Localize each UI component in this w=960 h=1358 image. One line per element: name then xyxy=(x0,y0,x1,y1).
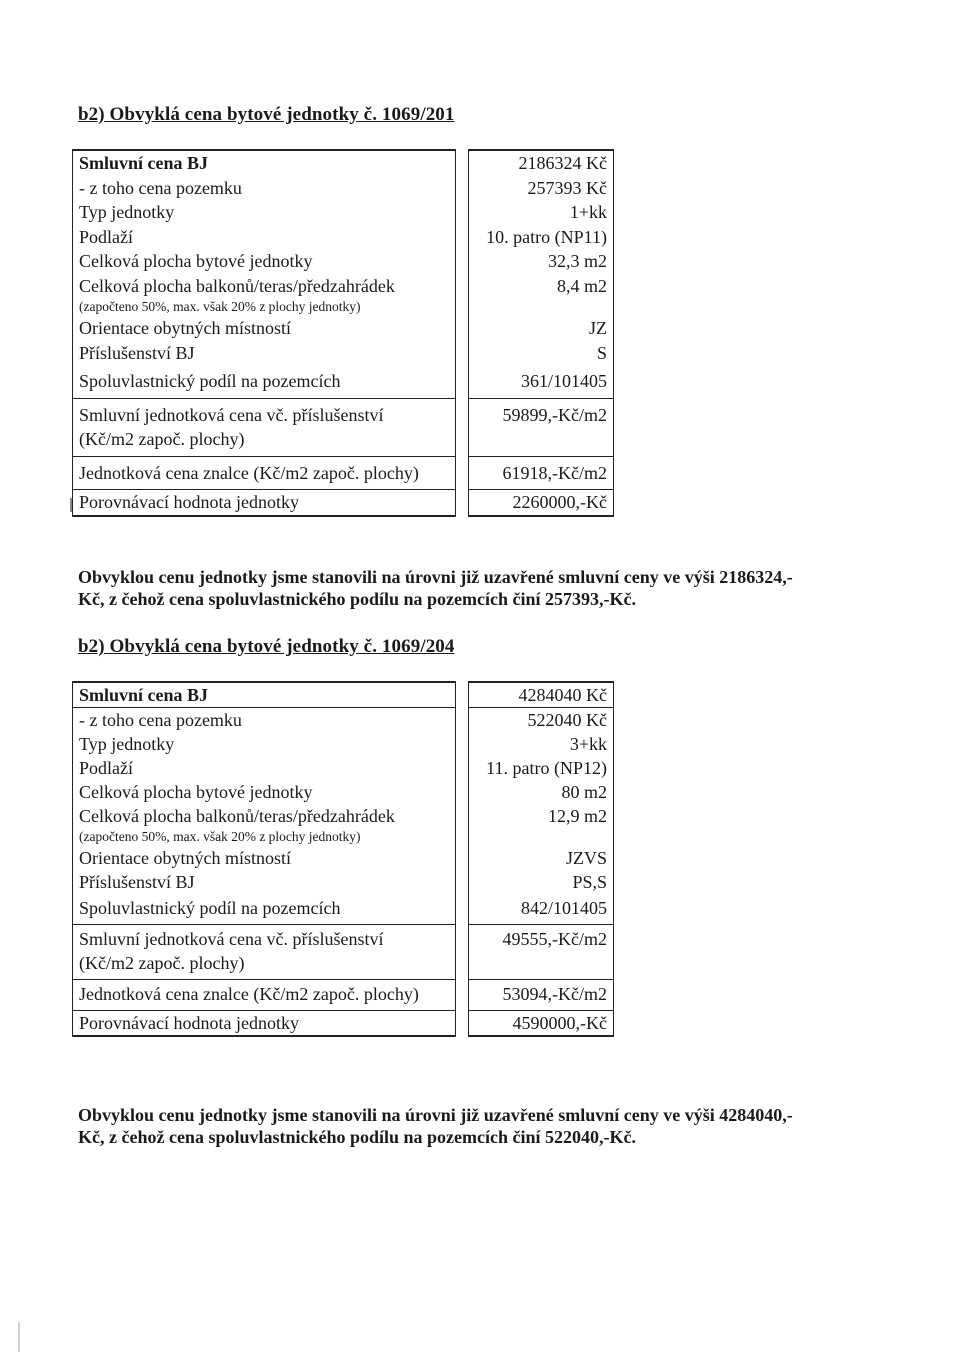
row-value: 522040 Kč xyxy=(469,708,614,733)
row-value: 257393 Kč xyxy=(469,176,614,201)
row-label xyxy=(73,925,456,980)
row-label: - z toho cena pozemku xyxy=(73,176,456,201)
row-value: 2260000,-Kč xyxy=(469,490,614,516)
row-label: Porovnávací hodnota jednotky xyxy=(73,1011,456,1037)
unit-spec-table xyxy=(72,149,614,517)
row-label: Podlaží xyxy=(73,225,456,250)
scan-mark xyxy=(70,498,72,512)
row-label: Typ jednotky xyxy=(73,200,456,225)
row-label: Porovnávací hodnota jednotky xyxy=(73,490,456,516)
row-label-text: Smluvní jednotková cena vč. příslušenství xyxy=(79,404,384,425)
row-label xyxy=(73,274,456,317)
row-value: 80 m2 xyxy=(469,780,614,804)
row-value: 8,4 m2 xyxy=(469,274,614,317)
row-label xyxy=(73,804,456,846)
row-label: Typ jednotky xyxy=(73,732,456,756)
row-value: S xyxy=(469,341,614,366)
row-label: Příslušenství BJ xyxy=(73,870,456,894)
row-value: 842/101405 xyxy=(469,894,614,925)
row-value: 4590000,-Kč xyxy=(469,1011,614,1037)
row-label: Smluvní cena BJ xyxy=(73,150,456,176)
row-value: PS,S xyxy=(469,870,614,894)
row-label xyxy=(73,398,456,456)
row-value: 12,9 m2 xyxy=(469,804,614,846)
row-label: Orientace obytných místností xyxy=(73,316,456,341)
unit-spec-table xyxy=(72,681,614,1037)
row-label: Celková plocha bytové jednotky xyxy=(73,249,456,274)
row-value: 1+kk xyxy=(469,200,614,225)
row-label: Celková plocha bytové jednotky xyxy=(73,780,456,804)
row-value: 61918,-Kč/m2 xyxy=(469,456,614,490)
row-label-text-2: (Kč/m2 započ. plochy) xyxy=(79,953,245,973)
row-value: 53094,-Kč/m2 xyxy=(469,980,614,1011)
row-value: JZ xyxy=(469,316,614,341)
row-note: (započteno 50%, max. však 20% z plochy jednotky) xyxy=(79,299,361,314)
row-value: 32,3 m2 xyxy=(469,249,614,274)
row-label: Orientace obytných místností xyxy=(73,846,456,870)
row-label: Jednotková cena znalce (Kč/m2 započ. plochy) xyxy=(73,456,456,490)
section-heading: b2) Obvyklá cena bytové jednotky č. 1069/204 xyxy=(78,636,455,657)
conclusion-paragraph: Obvyklou cenu jednotky jsme stanovili na úrovni již uzavřené smluvní ceny ve výši 2186324,-Kč, z čehož cena spoluvlastnického podílu na pozemcích činí 257393,-Kč. xyxy=(78,567,793,609)
row-label-text: Celková plocha balkonů/teras/předzahrádek xyxy=(79,275,395,296)
row-label: Jednotková cena znalce (Kč/m2 započ. plochy) xyxy=(73,980,456,1011)
section-heading: b2) Obvyklá cena bytové jednotky č. 1069/201 xyxy=(78,104,455,125)
row-value: JZVS xyxy=(469,846,614,870)
row-value: 10. patro (NP11) xyxy=(469,225,614,250)
row-label: Spoluvlastnický podíl na pozemcích xyxy=(73,365,456,398)
row-value: 59899,-Kč/m2 xyxy=(469,398,614,456)
row-value: 3+kk xyxy=(469,732,614,756)
scan-edge-mark xyxy=(18,1322,20,1352)
row-label: Smluvní cena BJ xyxy=(73,682,456,708)
row-value: 4284040 Kč xyxy=(469,682,614,708)
row-label-text: Smluvní jednotková cena vč. příslušenství xyxy=(79,929,384,949)
row-label-text: Celková plocha balkonů/teras/předzahrádek xyxy=(79,806,395,826)
row-label-text-2: (Kč/m2 započ. plochy) xyxy=(79,429,245,449)
conclusion-paragraph: Obvyklou cenu jednotky jsme stanovili na úrovni již uzavřené smluvní ceny ve výši 4284040,-Kč, z čehož cena spoluvlastnického podílu na pozemcích činí 522040,-Kč. xyxy=(78,1105,793,1147)
row-value: 49555,-Kč/m2 xyxy=(469,925,614,980)
row-label: - z toho cena pozemku xyxy=(73,708,456,733)
row-value: 11. patro (NP12) xyxy=(469,756,614,780)
row-label: Spoluvlastnický podíl na pozemcích xyxy=(73,894,456,925)
row-label: Příslušenství BJ xyxy=(73,341,456,366)
row-note: (započteno 50%, max. však 20% z plochy jednotky) xyxy=(79,829,361,844)
row-label: Podlaží xyxy=(73,756,456,780)
row-value: 361/101405 xyxy=(469,365,614,398)
row-value: 2186324 Kč xyxy=(469,150,614,176)
